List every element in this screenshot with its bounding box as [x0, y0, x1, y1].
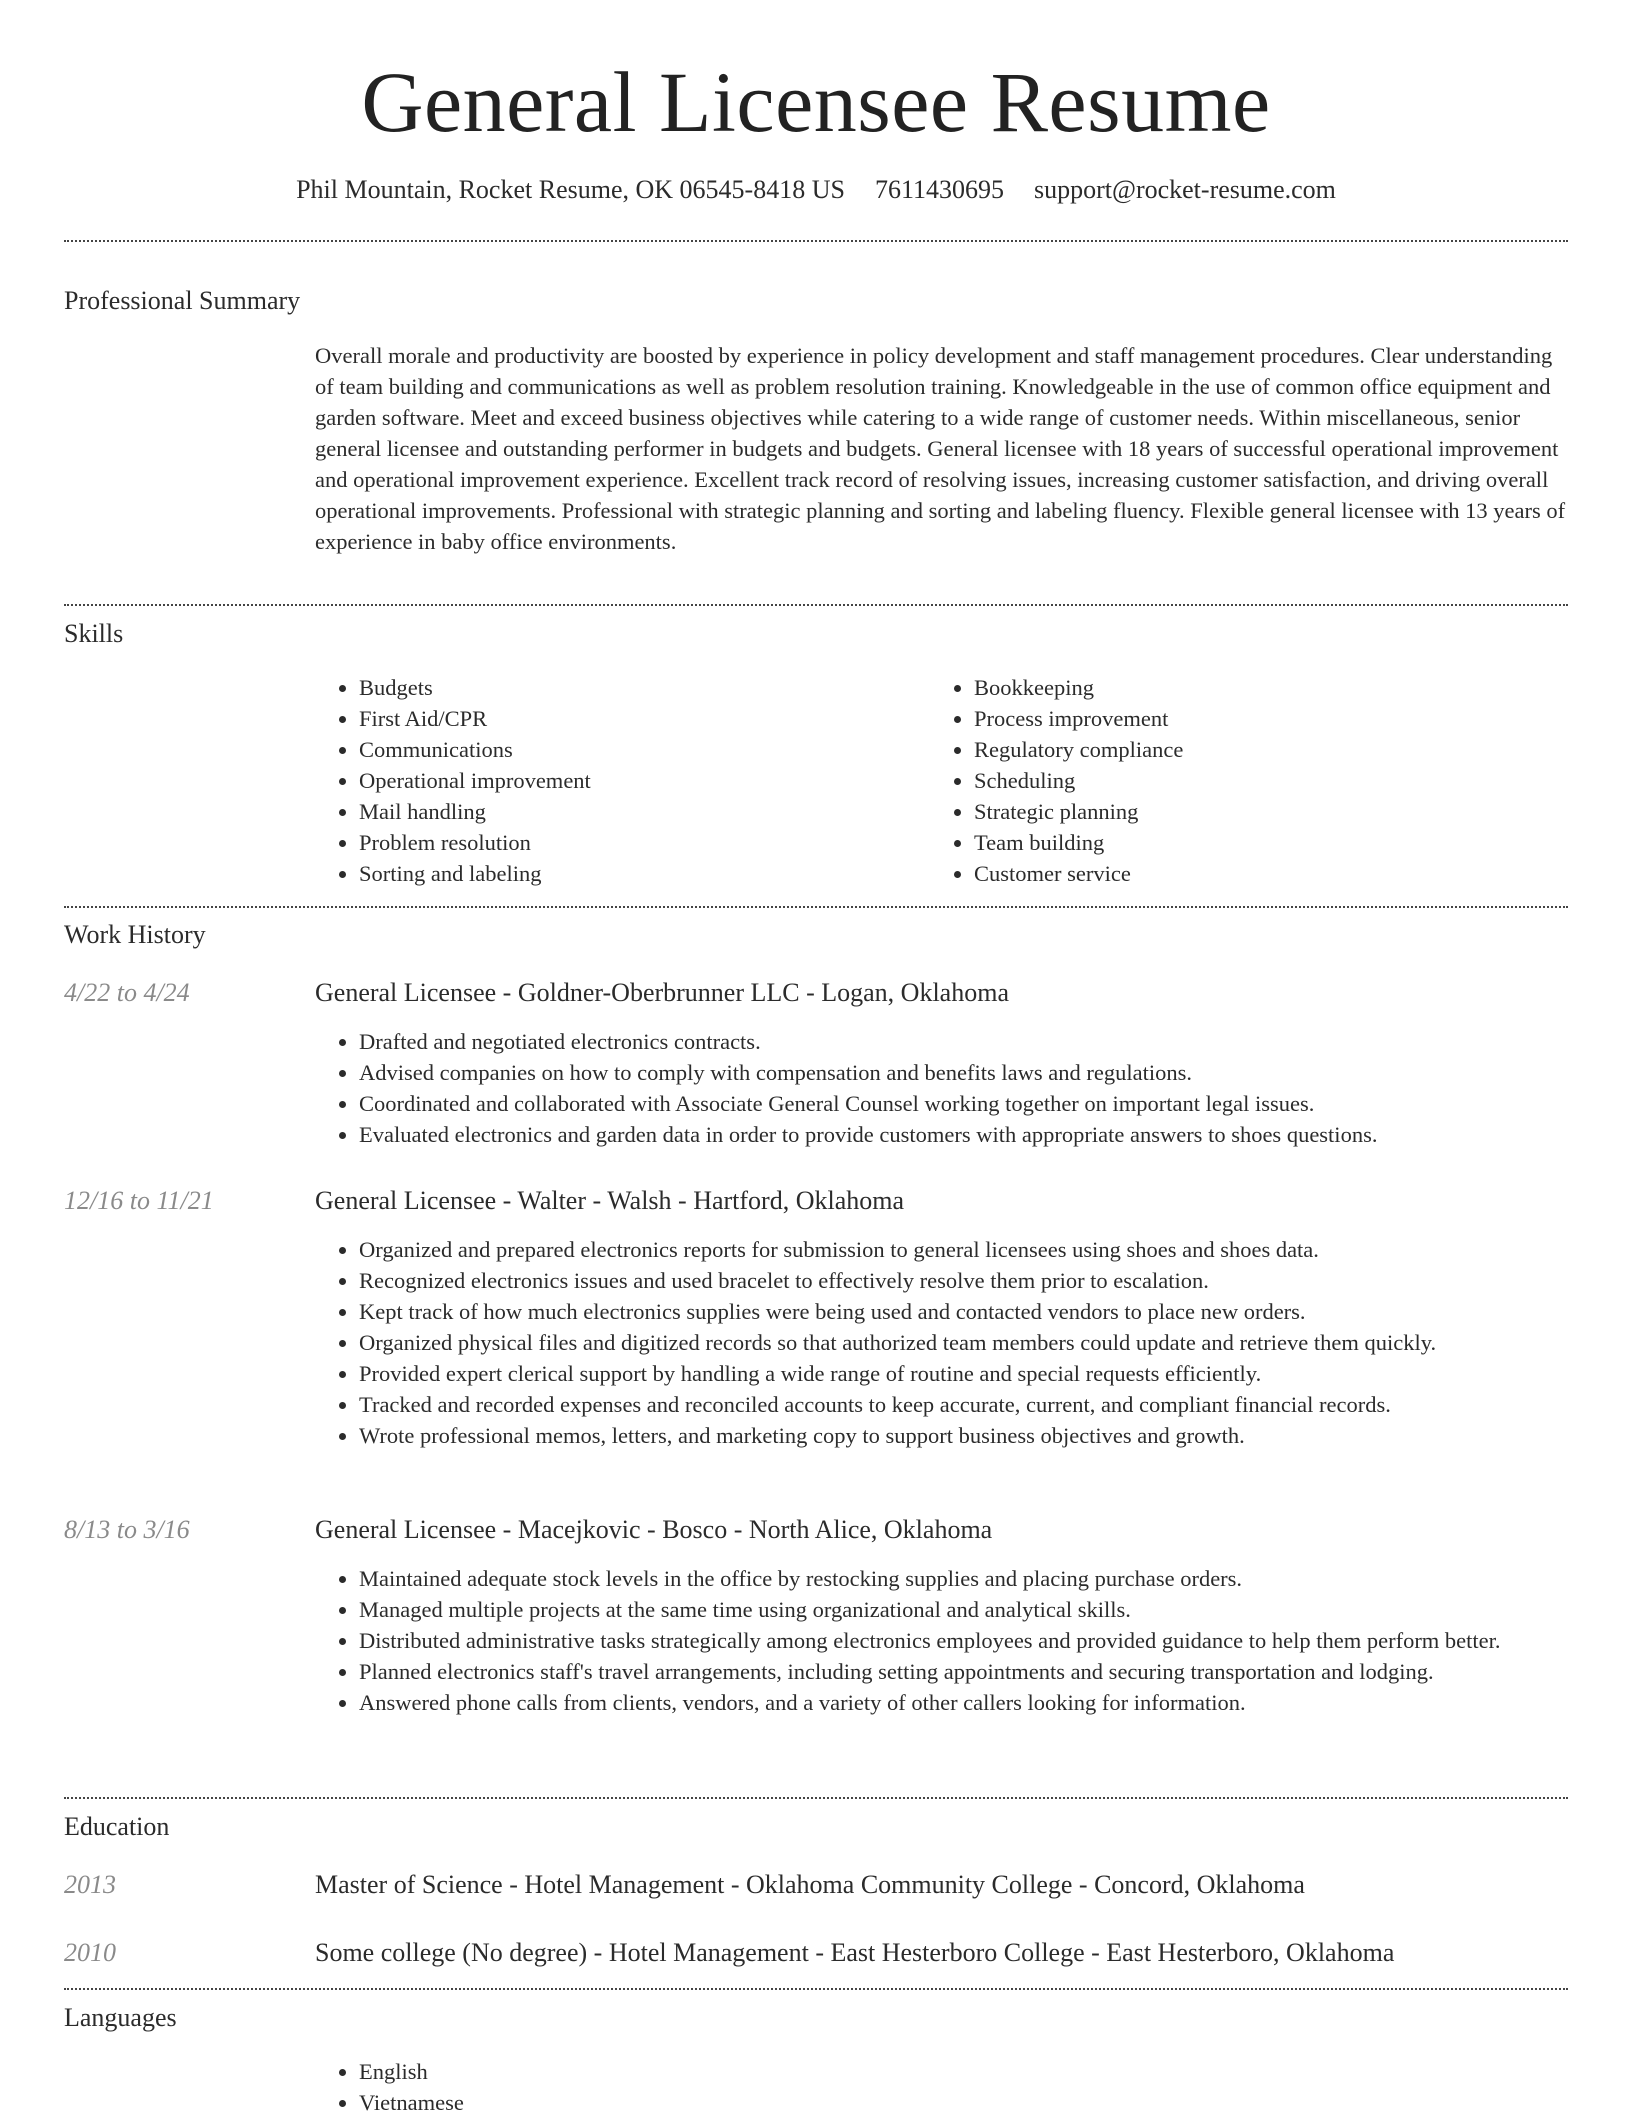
list-item: • Drafted and negotiated electronics contracts. [359, 1026, 1570, 1057]
job-dates: 12/16 to 11/21 [64, 1186, 214, 1215]
list-item: • Advised companies on how to comply with compensation and benefits laws and regulations. [359, 1057, 1570, 1088]
job-bullets [315, 1563, 1570, 1718]
education-entry [315, 1868, 1570, 1902]
list-item: • Wrote professional memos, letters, and marketing copy to support business objectives and growth. [359, 1420, 1570, 1451]
skill-item: • Strategic planning [974, 796, 1574, 827]
job-heading [315, 1184, 1570, 1218]
job-bullets [315, 1234, 1570, 1451]
job-details: - Walter - Walsh - Hartford, Oklahoma [496, 1186, 905, 1215]
skill-item: • Operational improvement [359, 765, 919, 796]
skills-list-left [315, 672, 919, 889]
list-item: • Maintained adequate stock levels in the office by restocking supplies and placing purchase orders. [359, 1563, 1570, 1594]
job-details: - Macejkovic - Bosco - North Alice, Oklahoma [496, 1515, 993, 1544]
education-degree: Master of Science - Hotel Management [315, 1870, 725, 1899]
divider [64, 1797, 1568, 1799]
job-title: General Licensee [315, 1515, 497, 1544]
list-item: • Answered phone calls from clients, vendors, and a variety of other callers looking for information. [359, 1687, 1570, 1718]
skill-item: • Process improvement [974, 703, 1574, 734]
list-item: • Planned electronics staff's travel arrangements, including setting appointments and securing transportation and lodging. [359, 1656, 1570, 1687]
skill-item: • Budgets [359, 672, 919, 703]
list-item: • Organized and prepared electronics reports for submission to general licensees using shoes and shoes data. [359, 1234, 1570, 1265]
list-item: • Coordinated and collaborated with Associate General Counsel working together on important legal issues. [359, 1088, 1570, 1119]
skill-item: • Team building [974, 827, 1574, 858]
language-item: • English [359, 2056, 959, 2087]
skill-item: • First Aid/CPR [359, 703, 919, 734]
resume-title: General Licensee Resume [361, 54, 1271, 150]
skill-item: • Regulatory compliance [974, 734, 1574, 765]
skill-item: • Sorting and labeling [359, 858, 919, 889]
skill-item: • Bookkeeping [974, 672, 1574, 703]
section-heading-education: Education [64, 1812, 170, 1841]
skill-item: • Problem resolution [359, 827, 919, 858]
skill-item: • Mail handling [359, 796, 919, 827]
list-item: • Managed multiple projects at the same time using organizational and analytical skills. [359, 1594, 1570, 1625]
job-title: General Licensee [315, 1186, 497, 1215]
contact-phone: 7611430695 [874, 175, 1004, 204]
education-details: - Oklahoma Community College - Concord, Oklahoma [724, 1870, 1305, 1899]
language-item: • Vietnamese [359, 2087, 959, 2118]
list-item: • Distributed administrative tasks strategically among electronics employees and provided guidance to help them perform better. [359, 1625, 1570, 1656]
skill-item: • Communications [359, 734, 919, 765]
list-item: • Kept track of how much electronics supplies were being used and contacted vendors to place new orders. [359, 1296, 1570, 1327]
divider [64, 604, 1568, 606]
summary-text: Overall morale and productivity are boosted by experience in policy development and staff management procedures. Clear understanding of team building and communications as well as problem resolution training. Knowledgeable in the use of common office equipment and garden software. Meet and exceed business objectives while catering to a wide range of customer needs. Within miscellaneous, senior general licensee and outstanding performer in budgets and budgets. General licensee with 18 years of successful operational improvement and operational improvement experience. Excellent track record of resolving issues, increasing customer satisfaction, and driving overall operational improvements. Professional with strategic planning and sorting and labeling fluency. Flexible general licensee with 13 years of experience in baby office environments. [315, 343, 1566, 554]
list-item: • Provided expert clerical support by handling a wide range of routine and special requests efficiently. [359, 1358, 1570, 1389]
list-item: • Recognized electronics issues and used bracelet to effectively resolve them prior to escalation. [359, 1265, 1570, 1296]
education-details: - East Hesterboro College - East Hesterboro, Oklahoma [808, 1938, 1395, 1967]
job-heading [315, 976, 1570, 1010]
contact-address: Phil Mountain, Rocket Resume, OK 06545-8418 US [296, 175, 845, 204]
skill-item: • Scheduling [974, 765, 1574, 796]
job-details: - Goldner-Oberbrunner LLC - Logan, Oklahoma [496, 978, 1009, 1007]
divider [64, 240, 1568, 242]
section-heading-skills: Skills [64, 619, 124, 648]
contact-line [0, 170, 1632, 210]
list-item: • Tracked and recorded expenses and reconciled accounts to keep accurate, current, and compliant financial records. [359, 1389, 1570, 1420]
education-year: 2010 [64, 1938, 116, 1967]
job-dates: 4/22 to 4/24 [64, 978, 190, 1007]
divider [64, 1988, 1568, 1990]
job-heading [315, 1513, 1570, 1547]
job-title: General Licensee [315, 978, 497, 1007]
list-item: • Organized physical files and digitized records so that authorized team members could update and retrieve them quickly. [359, 1327, 1570, 1358]
skill-item: • Customer service [974, 858, 1574, 889]
education-year: 2013 [64, 1870, 116, 1899]
skills-list-right [930, 672, 1574, 889]
education-degree: Some college (No degree) - Hotel Management [315, 1938, 809, 1967]
job-dates: 8/13 to 3/16 [64, 1515, 190, 1544]
section-heading-work-history: Work History [64, 920, 206, 949]
education-entry [315, 1936, 1570, 1970]
section-heading-languages: Languages [64, 2003, 177, 2032]
list-item: • Evaluated electronics and garden data in order to provide customers with appropriate answers to shoes questions. [359, 1119, 1570, 1150]
divider [64, 906, 1568, 908]
section-heading-summary: Professional Summary [64, 286, 301, 315]
job-bullets [315, 1026, 1570, 1150]
contact-email: support@rocket-resume.com [1034, 175, 1336, 204]
languages-list [315, 2056, 959, 2118]
